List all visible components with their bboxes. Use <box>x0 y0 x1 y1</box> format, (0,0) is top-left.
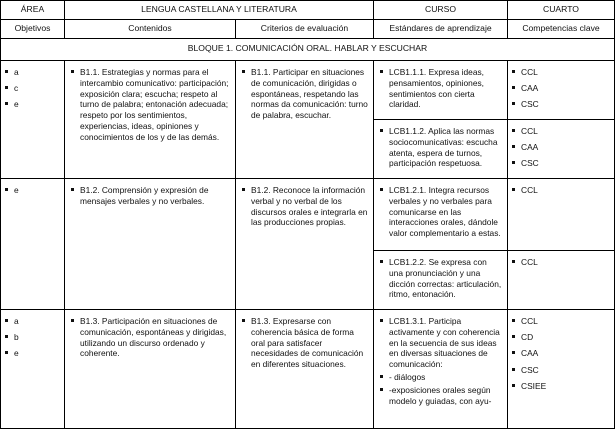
criterio-text: B1.1. Participar en situaciones de comunicación, dirigidas o espontáneas, respetando las normas da comunicación: turno de palabra, escuchar. <box>240 67 369 121</box>
objetivo-item: e <box>5 348 60 359</box>
contenido-cell <box>65 310 236 429</box>
objetivo-item: c <box>5 83 60 94</box>
column-header-estandares: Estándares de aprendizaje <box>374 20 508 39</box>
table-row <box>1 179 615 251</box>
contenido-cell <box>65 179 236 310</box>
estandar-text: LCB1.1.1. Expresa ideas, pensamientos, opiniones, sentimientos con cierta claridad. <box>378 67 503 110</box>
competencias-cell <box>508 61 615 120</box>
estandar-cell <box>374 120 508 179</box>
column-header-contenidos: Contenidos <box>65 20 236 39</box>
objetivo-item: a <box>5 67 60 78</box>
column-header-criterios: Criterios de evaluación <box>236 20 374 39</box>
competencia-item: CCL <box>512 67 610 78</box>
criterio-text: B1.2. Reconoce la información verbal y no verbal de los discursos orales e integrarla en las producciones propias. <box>240 185 369 228</box>
header-row-area <box>1 1 615 20</box>
competencia-item: CAA <box>512 348 610 359</box>
estandar-text: LCB1.3.1. Participa activamente y con coherencia en la secuencia de sus ideas en diversas situaciones de comunicación: <box>378 316 503 370</box>
competencias-cell <box>508 120 615 179</box>
objetivo-item: e <box>5 99 60 110</box>
column-header-objetivos: Objetivos <box>1 20 65 39</box>
estandar-subitem: -exposiciones orales según modelo y guiadas, con ayu- <box>378 385 503 407</box>
estandar-cell <box>374 61 508 120</box>
estandar-text: LCB1.2.2. Se expresa con una pronunciación y una dicción correctas: articulación, ritmo, entonación. <box>378 257 503 300</box>
competencias-cell <box>508 251 615 310</box>
competencia-item: CSC <box>512 158 610 169</box>
estandar-subitem: - diálogos <box>378 372 503 383</box>
competencia-item: CSIEE <box>512 381 610 392</box>
criterio-text: B1.3. Expresarse con coherencia básica de forma oral para satisfacer necesidades de comunicación en diferentes situaciones. <box>240 316 369 370</box>
header-row-columns <box>1 20 615 39</box>
estandar-cell <box>374 179 508 251</box>
block-title-row <box>1 39 615 61</box>
table-row <box>1 61 615 120</box>
competencia-item: CCL <box>512 126 610 137</box>
objetivos-cell <box>1 61 65 179</box>
estandar-text: LCB1.2.1. Integra recursos verbales y no verbales para comunicarse en las interacciones orales, dándole valor complementario a estas. <box>378 185 503 239</box>
objetivos-cell <box>1 179 65 310</box>
competencia-item: CCL <box>512 316 610 327</box>
criterio-cell <box>236 310 374 429</box>
area-label: ÁREA <box>1 1 65 20</box>
contenido-text: B1.2. Comprensión y expresión de mensajes verbales y no verbales. <box>69 185 231 207</box>
competencia-item: CSC <box>512 365 610 376</box>
estandar-cell <box>374 251 508 310</box>
estandar-cell <box>374 310 508 429</box>
competencia-item: CAA <box>512 142 610 153</box>
column-header-competencias: Competencias clave <box>508 20 615 39</box>
competencia-item: CD <box>512 332 610 343</box>
contenido-text: B1.1. Estrategias y normas para el intercambio comunicativo: participación; exposición clara; escucha; respeto al turno de palabra; entonación adecuada; respeto por los sentimientos, experiencias, ideas, opiniones y conocimientos de los y de las demás. <box>69 67 231 143</box>
contenido-cell <box>65 61 236 179</box>
course-value: CUARTO <box>508 1 615 20</box>
competencia-item: CSC <box>512 99 610 110</box>
criterio-cell <box>236 179 374 310</box>
competencia-item: CCL <box>512 257 610 268</box>
course-label: CURSO <box>374 1 508 20</box>
subject-title: LENGUA CASTELLANA Y LITERATURA <box>65 1 374 20</box>
competencia-item: CAA <box>512 83 610 94</box>
table-row <box>1 310 615 429</box>
competencia-item: CCL <box>512 185 610 196</box>
objetivo-item: a <box>5 316 60 327</box>
objetivos-cell <box>1 310 65 429</box>
competencias-cell <box>508 310 615 429</box>
objetivo-item: e <box>5 185 60 196</box>
estandar-text: LCB1.1.2. Aplica las normas sociocomunicativas: escucha atenta, espera de turnos, participación respetuosa. <box>378 126 503 169</box>
criterio-cell <box>236 61 374 179</box>
objetivo-item: b <box>5 332 60 343</box>
contenido-text: B1.3. Participación en situaciones de comunicación, espontáneas y dirigidas, utilizando un discurso ordenado y coherente. <box>69 316 231 359</box>
block-title: BLOQUE 1. COMUNICACIÓN ORAL. HABLAR Y ESCUCHAR <box>1 39 615 61</box>
competencias-cell <box>508 179 615 251</box>
